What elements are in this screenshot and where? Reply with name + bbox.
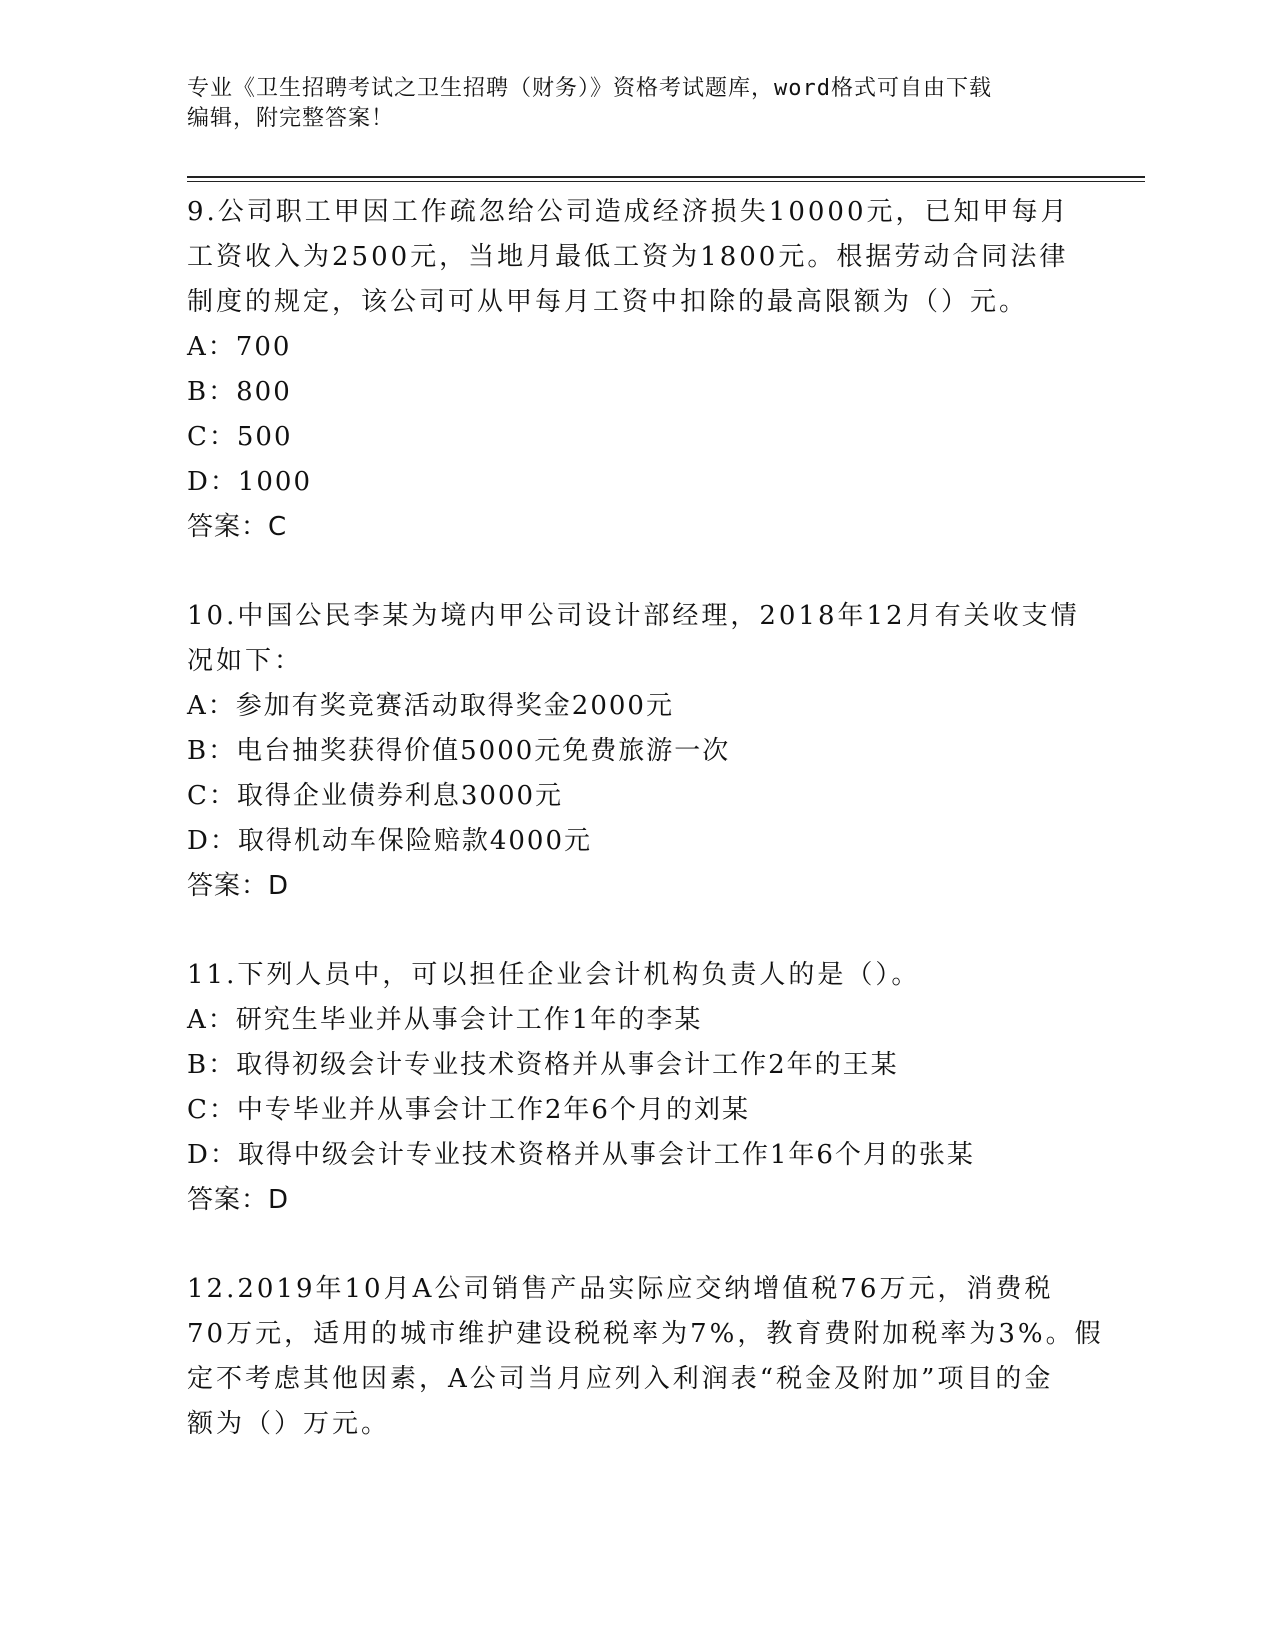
question-text-line: 70万元，适用的城市维护建设税税率为7%，教育费附加税率为3%。假 [187,1319,1104,1349]
document-header [187,74,1087,134]
option-a: A：700 [187,332,292,362]
question-text-line: 况如下： [187,646,304,676]
option-d: D：取得机动车保险赔款4000元 [187,826,593,856]
option-c: C：500 [187,422,293,452]
question-12 [187,1267,1104,1447]
option-d: D：取得中级会计专业技术资格并从事会计工作1年6个月的张某 [187,1140,975,1170]
header-divider-thin [187,181,1145,182]
answer-label: 答案：D [187,1185,290,1215]
option-b: B：800 [187,377,292,407]
question-list [187,190,1104,1491]
option-c: C：取得企业债券利息3000元 [187,781,564,811]
header-divider-thick [187,176,1145,178]
question-11 [187,953,1087,1223]
answer-label: 答案：C [187,512,288,542]
question-9 [187,190,1087,550]
option-c: C：中专毕业并从事会计工作2年6个月的刘某 [187,1095,750,1125]
option-b: B：电台抽奖获得价值5000元免费旅游一次 [187,736,731,766]
option-b: B：取得初级会计专业技术资格并从事会计工作2年的王某 [187,1050,899,1080]
question-text-line: 额为（）万元。 [187,1409,391,1439]
header-line: 专业《卫生招聘考试之卫生招聘（财务）》资格考试题库，word格式可自由下载 [187,76,992,101]
question-text-line: 12.2019年10月A公司销售产品实际应交纳增值税76万元，消费税 [187,1274,1054,1304]
question-text-line: 制度的规定，该公司可从甲每月工资中扣除的最高限额为（）元。 [187,287,1029,317]
answer-label: 答案：D [187,871,290,901]
question-text-line: 工资收入为2500元，当地月最低工资为1800元。根据劳动合同法律 [187,242,1069,272]
question-10 [187,594,1087,909]
question-text-line: 9.公司职工甲因工作疏忽给公司造成经济损失10000元，已知甲每月 [187,197,1070,227]
header-line: 编辑，附完整答案！ [187,106,395,131]
option-a: A：参加有奖竞赛活动取得奖金2000元 [187,691,674,721]
question-text-line: 定不考虑其他因素，A公司当月应列入利润表“税金及附加”项目的金 [187,1364,1054,1394]
question-text-line: 10.中国公民李某为境内甲公司设计部经理，2018年12月有关收支情 [187,601,1080,631]
option-a: A：研究生毕业并从事会计工作1年的李某 [187,1005,703,1035]
question-text-line: 11.下列人员中，可以担任企业会计机构负责人的是（）。 [187,960,921,990]
option-d: D：1000 [187,467,313,497]
